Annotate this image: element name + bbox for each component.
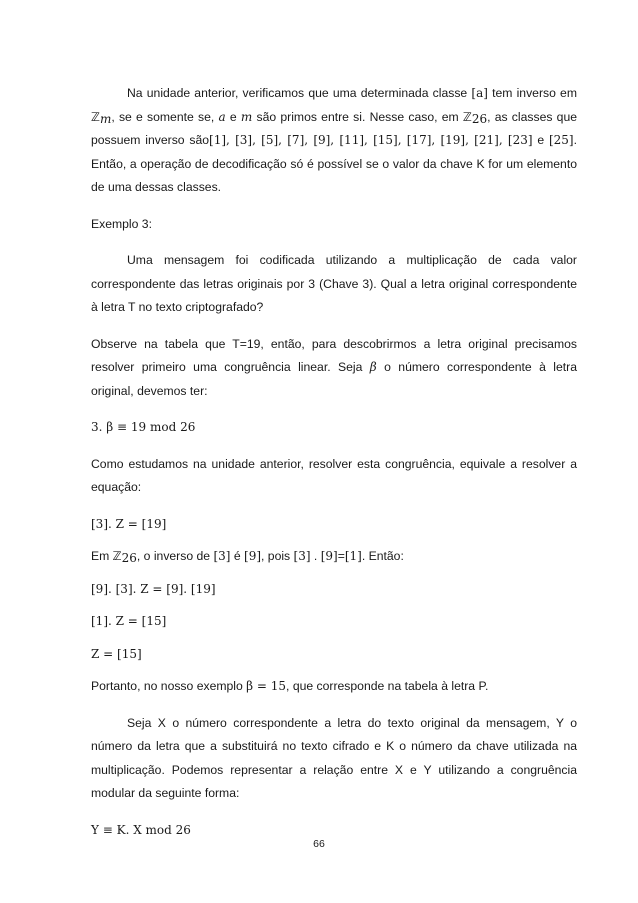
zm-symbol: ℤ [91,109,100,124]
equation-class-3: [3]. Z = [19] [91,516,167,531]
equation-general: Y ≡ K. X mod 26 [91,822,191,837]
paragraph-observe-table: Observe na tabela que T=19, então, para descobrirmos a letra original precisamos resolver primeiro uma congruência linear. Seja β o número correspondente à letra original, devemos ter: [91,336,577,398]
equation-result: Z = [15] [91,646,142,661]
equation-congruence: 3. β ≡ 19 mod 26 [91,420,196,434]
paragraph-conclusion: Portanto, no nosso exemplo β = 15, que corresponde na tabela à letra P. [91,679,489,693]
paragraph-equivalence: Como estudamos na unidade anterior, resolver esta congruência, equivale a resolver a equação: [91,456,577,494]
paragraph-inverse-classes: Na unidade anterior, verificamos que uma determinada classe [a] tem inverso em ℤ$_m$, se e somente se, a e m são primos entre si. Nesse caso, em ℤ$_{26}$, as classes que possuem inverso são[1], [3], [5], [7], [9], [11], [15], [17], [19], [21], [23] e [25]. Então, a operação de decodificação só é possível se o valor da chave K for um elemento de uma dessas classes. [91,86,577,194]
page-number: 66 [313,838,325,850]
example-title: Exemplo 3: [91,216,152,231]
paragraph-inverse-of-3: Em ℤ$_{26}$, o inverso de [3] é [9], pois [3] . [9]=[1]. Então: [91,549,404,565]
paragraph-example-problem: Uma mensagem foi codificada utilizando a multiplicação de cada valor correspondente das letras originais por 3 (Chave 3). Qual a letra original correspondente à letra T no texto criptografado? [91,253,577,314]
invertible-classes-list: [1], [3], [5], [7], [9], [11], [15], [17], [19], [21], [23] [209,133,533,147]
class-a-expr: [a] [471,86,488,100]
z26-symbol: ℤ [462,109,472,124]
equation-multiply-9: [9]. [3]. Z = [9]. [19] [91,581,216,596]
paragraph-general-relation: Seja X o número correspondente a letra do texto original da mensagem, Y o número da letra que a substituirá no texto cifrado e K o número da chave utilizada na multiplicação. Podemos representar a relação entre X e Y utilizando a congruência modular da seguinte forma: [91,715,577,800]
equation-reduce: [1]. Z = [15] [91,614,167,628]
document-body [91,82,577,842]
